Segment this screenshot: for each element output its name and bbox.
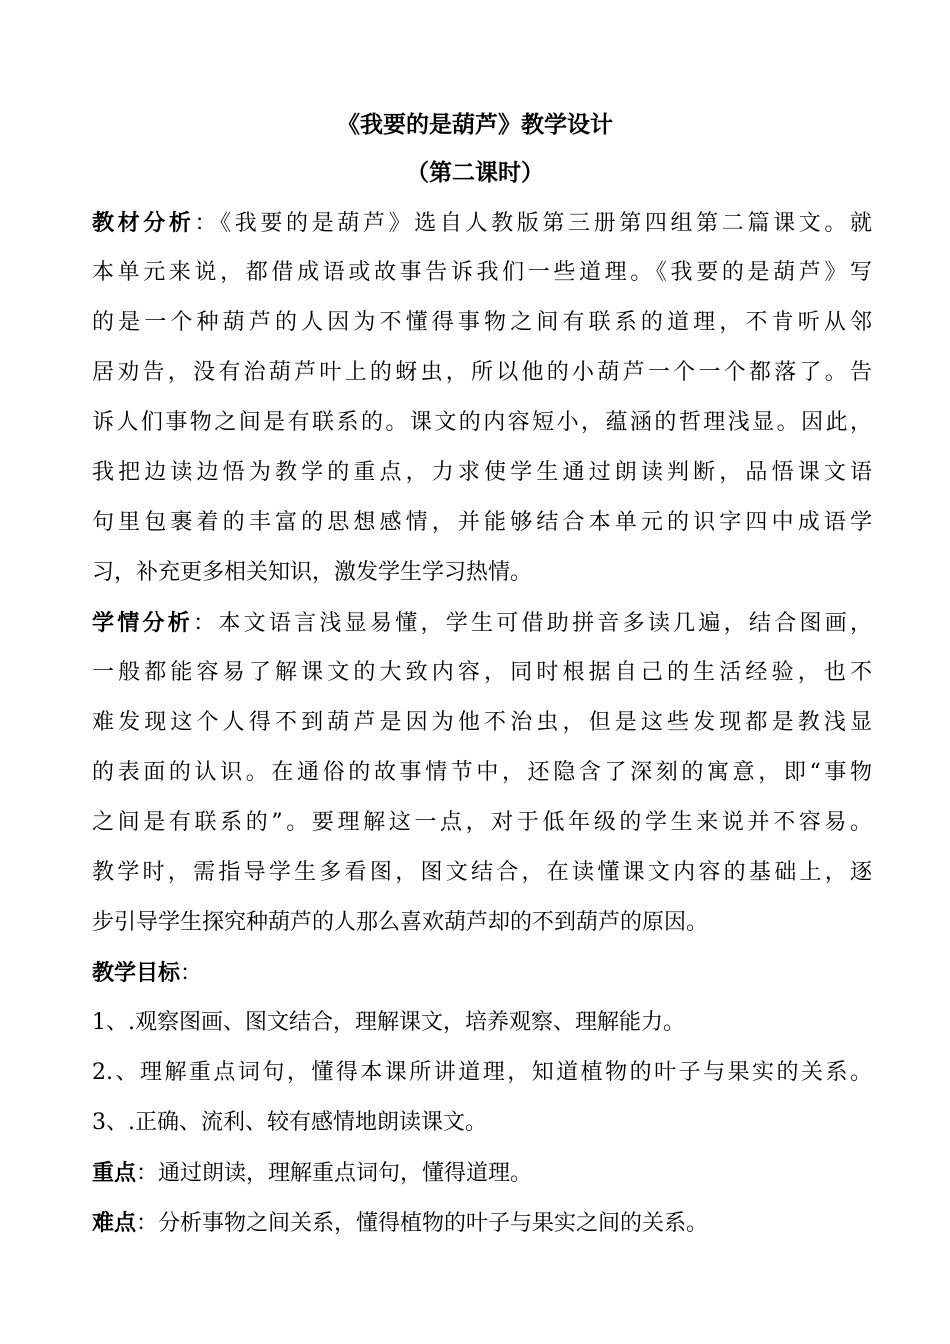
objectives-label-suffix: ： <box>180 961 203 986</box>
material-analysis-line <box>92 208 872 239</box>
objective-item: 1、.观察图画、图文结合，理解课文，培养观察、理解能力。 <box>92 1010 685 1035</box>
material-analysis-line: 我把边读边悟为教学的重点，力求使学生通过朗读判断，品悟课文语 <box>92 460 872 485</box>
objectives-heading <box>92 958 872 989</box>
material-analysis-line: 本单元来说，都借成语或故事告诉我们一些道理。《我要的是葫芦》写 <box>92 260 872 285</box>
material-analysis-label: 教材分析 <box>92 210 195 236</box>
student-analysis-line: 教学时，需指导学生多看图，图文结合，在读懂课文内容的基础上，逐 <box>92 860 872 885</box>
key-point-text: ：通过朗读，理解重点词句，懂得道理。 <box>136 1161 533 1186</box>
student-analysis-text: ：本文语言浅显易懂，学生可借助拼音多读几遍，结合图画， <box>193 611 872 636</box>
objective-item: 2.、理解重点词句，懂得本课所讲道理，知道植物的叶子与果实的关系。 <box>92 1060 872 1085</box>
key-point-line <box>92 1158 872 1189</box>
student-analysis-line: 难发现这个人得不到葫芦是因为他不治虫，但是这些发现都是教浅显 <box>92 710 872 735</box>
student-analysis-line <box>92 608 872 639</box>
material-analysis-line: 句里包裹着的丰富的思想感情，并能够结合本单元的识字四中成语学 <box>92 510 872 535</box>
difficulty-label: 难点 <box>92 1210 137 1236</box>
document-subtitle: （第二课时） <box>406 159 544 186</box>
document-title: 《我要的是葫芦》教学设计 <box>337 111 613 138</box>
material-analysis-line: 的是一个种葫芦的人因为不懂得事物之间有联系的道理，不肯听从邻 <box>92 310 872 335</box>
difficulty-text: ：分析事物之间关系，懂得植物的叶子与果实之间的关系。 <box>136 1211 709 1236</box>
student-analysis-line: 之间是有联系的”。要理解这一点，对于低年级的学生来说并不容易。 <box>92 810 872 835</box>
student-analysis-line: 一般都能容易了解课文的大致内容，同时根据自己的生活经验，也不 <box>92 660 872 685</box>
material-analysis-line: 居劝告，没有治葫芦叶上的蚜虫，所以他的小葫芦一个一个都落了。告 <box>92 360 872 385</box>
material-analysis-line: 习，补充更多相关知识，激发学生学习热情。 <box>92 560 533 585</box>
difficulty-line <box>92 1208 872 1239</box>
material-analysis-line: 诉人们事物之间是有联系的。课文的内容短小，蕴涵的哲理浅显。因此， <box>92 410 872 435</box>
material-analysis-text: ：《我要的是葫芦》选自人教版第三册第四组第二篇课文。就 <box>194 211 872 236</box>
key-point-label: 重点 <box>92 1160 137 1186</box>
objectives-label: 教学目标 <box>92 960 181 986</box>
student-analysis-line: 步引导学生探究种葫芦的人那么喜欢葫芦却的不到葫芦的原因。 <box>92 910 709 935</box>
student-analysis-label: 学情分析 <box>92 610 194 636</box>
student-analysis-line: 的表面的认识。在通俗的故事情节中，还隐含了深刻的寓意，即“事物 <box>92 760 872 785</box>
objective-item: 3、.正确、流利、较有感情地朗读课文。 <box>92 1110 487 1135</box>
